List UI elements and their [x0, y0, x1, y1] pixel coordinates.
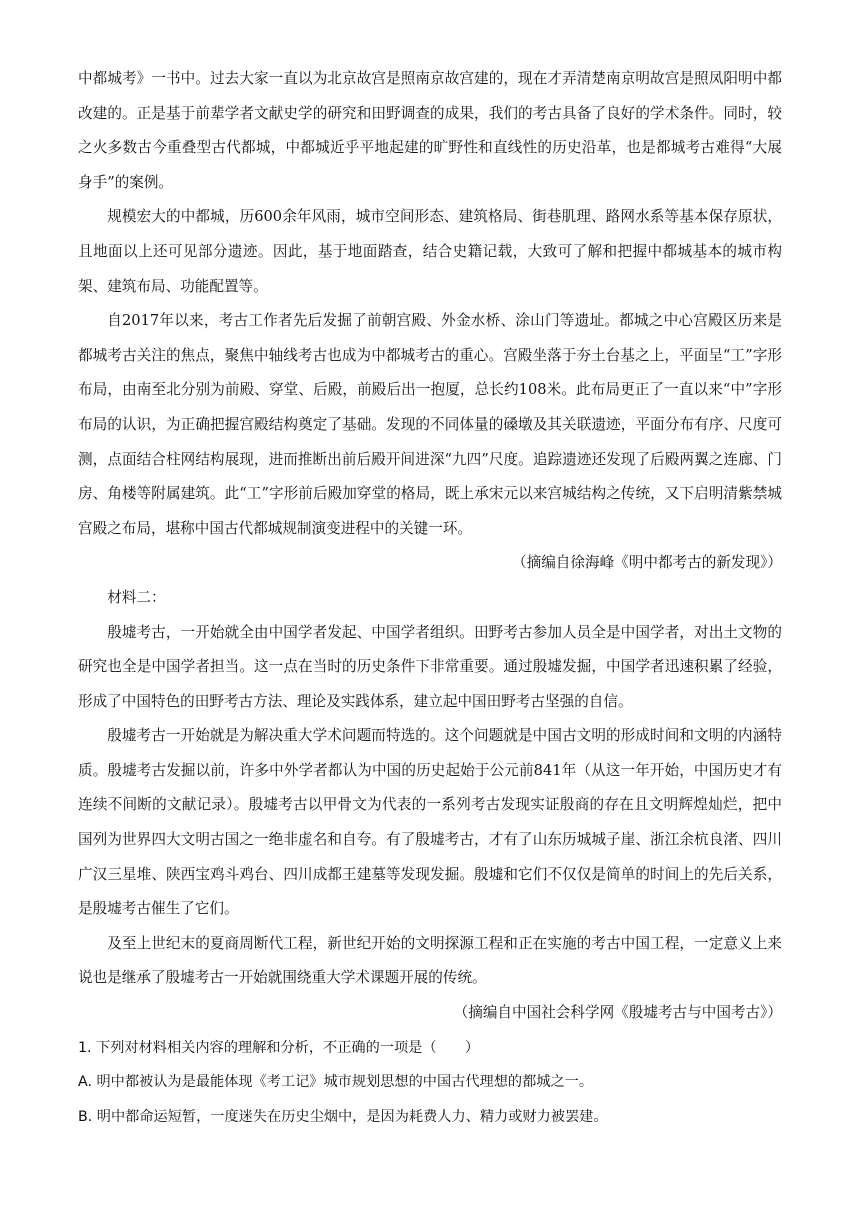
document-page	[78, 62, 782, 1134]
material-2-heading: 材料二：	[107, 588, 166, 606]
question-stem: 1. 下列对材料相关内容的理解和分析，不正确的一项是（ ）	[78, 1039, 480, 1056]
paragraph-yinxu-legacy: 及至上世纪末的夏商周断代工程，新世纪开始的文明探源工程和正在实施的考古中国工程，一定意义上来说也是继承了殷墟考古一开始就围绕重大学术课题开展的传统。	[78, 934, 782, 987]
option-b[interactable]: B. 明中都命运短暂，一度迷失在历史尘烟中，是因为耗费人力、精力或财力被罢建。	[78, 1108, 608, 1125]
paragraph-intro: 中都城考》一书中。过去大家一直以为北京故宫是照南京故宫建的，现在才弄清楚南京明故宫是照凤阳明中都改建的。正是基于前辈学者文献史学的研究和田野调查的成果，我们的考古具备了良好的学术条件。同时，较之火多数古今重叠型古代都城，中都城近乎平地起建的旷野性和直线性的历史沿革，也是都城考古难得“大展身手”的案例。	[78, 70, 782, 191]
paragraph-yinxu-purpose: 殷墟考古一开始就是为解决重大学术问题而特选的。这个问题就是中国古文明的形成时间和文明的内涵特质。殷墟考古发掘以前，许多中外学者都认为中国的历史起始于公元前841年（从这一年开始，中国历史才有连续不间断的文献记录）。殷墟考古以甲骨文为代表的一系列考古发现实证殷商的存在且文明辉煌灿烂，把中国列为世界四大文明古国之一绝非虚名和自夸。有了殷墟考古，才有了山东历城城子崖、浙江余杭良渚、四川广汉三星堆、陕西宝鸡斗鸡台、四川成都王建墓等发现发掘。殷墟和它们不仅仅是简单的时间上的先后关系，是殷墟考古催生了它们。	[78, 727, 782, 918]
paragraph-yinxu-origin: 殷墟考古，一开始就全由中国学者发起、中国学者组织。田野考古参加人员全是中国学者，对出土文物的研究也全是中国学者担当。这一点在当时的历史条件下非常重要。通过殷墟发掘，中国学者迅速积累了经验，形成了中国特色的田野考古方法、理论及实践体系，建立起中国田野考古坚强的自信。	[78, 623, 782, 710]
option-a[interactable]: A. 明中都被认为是最能体现《考工记》城市规划思想的中国古代理想的都城之一。	[78, 1074, 594, 1091]
source-citation-2: （摘编自中国社会科学网《殷墟考古与中国考古》）	[453, 1004, 782, 1022]
paragraph-excavation: 自2017年以来，考古工作者先后发掘了前朝宫殿、外金水桥、涂山门等遗址。都城之中心宫殿区历来是都城考古关注的焦点，聚焦中轴线考古也成为中都城考古的重心。宫殿坐落于夯土台基之上，平面呈“工”字形布局，由南至北分别为前殿、穿堂、后殿，前殿后出一抱厦，总长约108米。此布局更正了一直以来“中”字形布局的认识，为正确把握宫殿结构奠定了基础。发现的不同体量的磉墩及其关联遗迹，平面分布有序、尺度可测，点面结合柱网结构展现，进而推断出前后殿开间进深“九四”尺度。追踪遗迹还发现了后殿两翼之连廊、门房、角楼等附属建筑。此“工”字形前后殿加穿堂的格局，既上承宋元以来宫城结构之传统，又下启明清紫禁城宫殿之布局，堪称中国古代都城规制演变进程中的关键一环。	[78, 312, 782, 537]
source-citation-1: （摘编自徐海峰《明中都考古的新发现》）	[512, 554, 782, 572]
paragraph-scale: 规模宏大的中都城，历600余年风雨，城市空间形态、建筑格局、街巷肌理、路网水系等基本保存原状，且地面以上还可见部分遗迹。因此，基于地面踏查，结合史籍记载，大致可了解和把握中都城基本的城市构架、建筑布局、功能配置等。	[78, 208, 782, 295]
